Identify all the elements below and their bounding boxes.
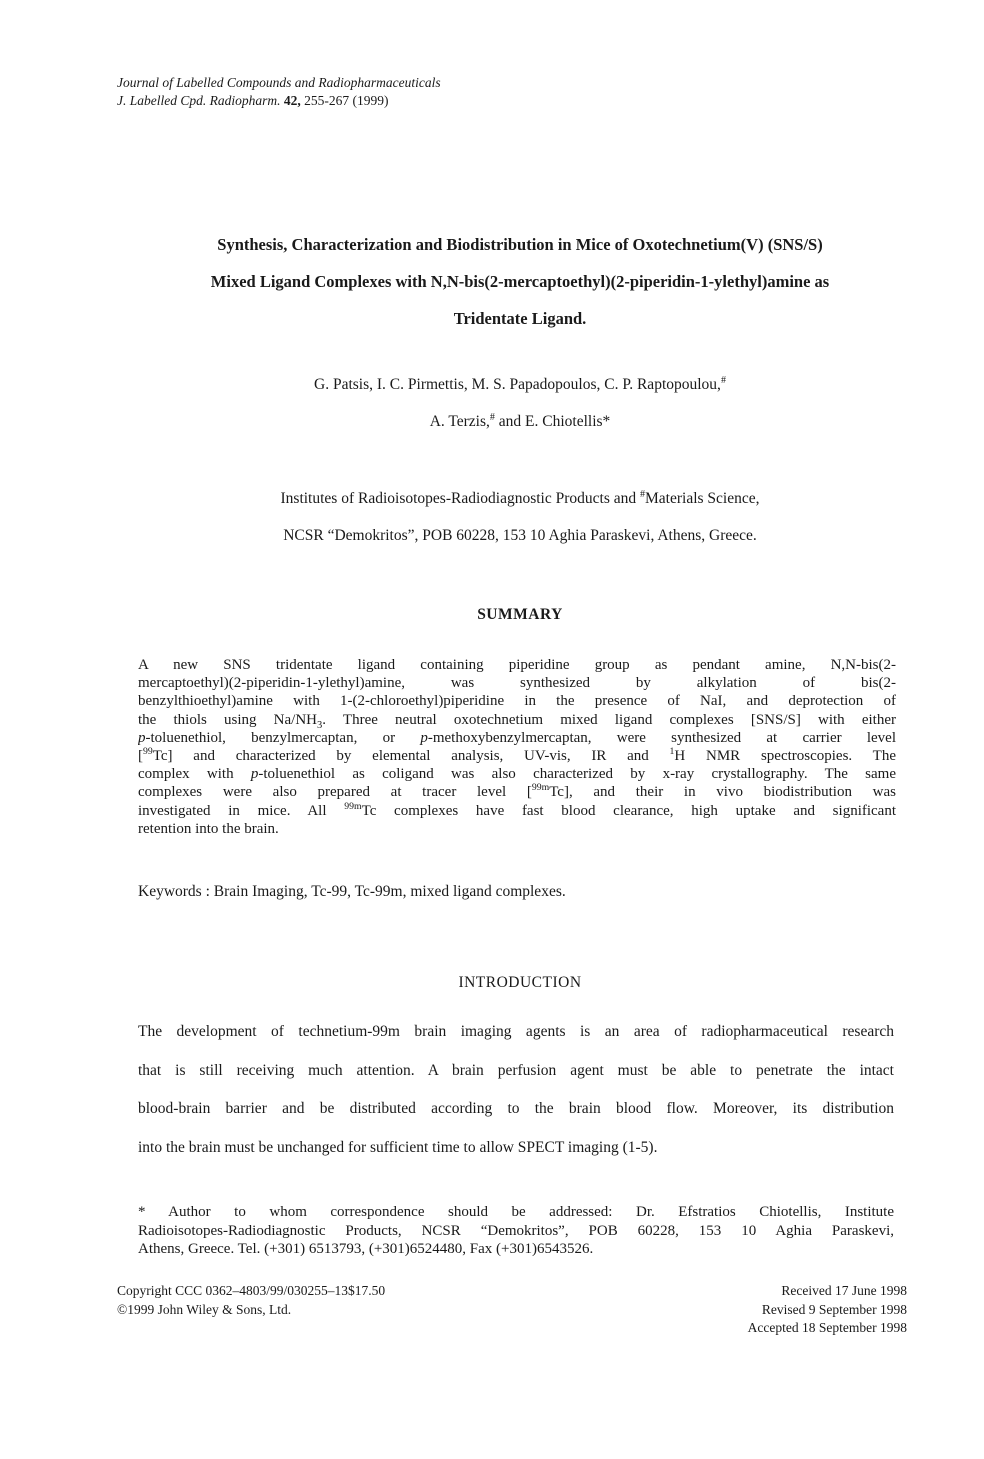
citation-volume: 42, — [283, 93, 301, 108]
footnote-line: Athens, Greece. Tel. (+301) 6513793, (+301)6524480, Fax (+301)6543526. — [138, 1241, 594, 1257]
accepted-date: Accepted 18 September 1998 — [747, 1320, 907, 1335]
summary-line — [138, 783, 896, 801]
summary-line — [138, 802, 896, 820]
summary-text: -toluenethiol as coligand was also characterized by x-ray crystallography. The same — [258, 766, 896, 783]
manuscript-dates — [748, 1282, 907, 1338]
summary-text: the thiols using Na/NH — [138, 711, 318, 728]
affiliation — [120, 480, 920, 554]
summary-text: H NMR spectroscopies. The — [674, 748, 896, 765]
author-line-1 — [120, 366, 920, 403]
summary-line: retention into the brain. — [138, 820, 279, 837]
summary-line: benzylthioethyl)amine with 1-(2-chloroethyl)piperidine in the presence of NaI, and deprotection of — [138, 693, 896, 710]
title-line-2: Mixed Ligand Complexes with N,N-bis(2-mercaptoethyl)(2-piperidin-1-ylethyl)amine as — [210, 272, 830, 291]
keywords: Keywords : Brain Imaging, Tc-99, Tc-99m, mixed ligand complexes. — [138, 883, 566, 900]
affiliation-line-2: NCSR “Demokritos”, POB 60228, 153 10 Aghia Paraskevi, Athens, Greece. — [283, 527, 757, 544]
italic-p: p — [138, 729, 146, 746]
affiliation-mark: # — [489, 411, 495, 423]
footnote-line: * Author to whom correspondence should be addressed: Dr. Efstratios Chiotellis, Institute — [138, 1204, 894, 1220]
affiliation-line-1 — [120, 480, 920, 517]
copyright-line: Copyright CCC 0362–4803/99/030255–13$17.50 — [117, 1283, 386, 1298]
author-names: and E. Chiotellis* — [494, 413, 611, 430]
summary-text: -methoxybenzylmercaptan, were synthesized at carrier level — [427, 729, 896, 746]
intro-line: into the brain must be unchanged for sufficient time to allow SPECT imaging (1-5). — [138, 1138, 658, 1156]
summary-text: investigated in mice. All — [138, 802, 345, 819]
journal-name: Journal of Labelled Compounds and Radiopharmaceuticals — [117, 75, 441, 90]
footnote-line: Radioisotopes-Radiodiagnostic Products, NCSR “Demokritos”, POB 60228, 153 10 Aghia Paraskevi, — [138, 1222, 894, 1239]
summary-line: A new SNS tridentate ligand containing piperidine group as pendant amine, N,N-bis(2- — [138, 657, 896, 673]
title-line-3: Tridentate Ligand. — [453, 309, 587, 328]
summary-line — [138, 729, 896, 747]
journal-citation — [117, 92, 441, 110]
citation-pages: 255-267 (1999) — [304, 93, 389, 108]
summary-text: . Three neutral oxotechnetium mixed ligand complexes [SNS/S] with either — [322, 711, 896, 728]
summary-line — [138, 747, 896, 765]
author-names: A. Terzis, — [429, 413, 490, 430]
journal-header — [117, 74, 441, 110]
subscript: 3 — [317, 719, 323, 729]
citation-abbrev: J. Labelled Cpd. Radiopharm. — [117, 93, 281, 108]
italic-p: p — [420, 729, 428, 746]
superscript: 99m — [531, 783, 550, 794]
author-names: G. Patsis, I. C. Pirmettis, M. S. Papadopoulos, C. P. Raptopoulou, — [314, 376, 721, 393]
summary-text: complex with — [138, 766, 251, 783]
superscript: 1 — [669, 747, 675, 758]
correspondence-footnote — [138, 1203, 894, 1259]
affiliation-mark: # — [639, 488, 646, 500]
intro-line: that is still receiving much attention. A brain perfusion agent must be able to penetrate the intact — [138, 1061, 894, 1079]
affiliation-mark: # — [720, 374, 726, 386]
summary-heading: SUMMARY — [477, 606, 563, 623]
introduction-paragraph — [138, 1013, 894, 1167]
summary-text: complexes were also prepared at tracer level [ — [138, 784, 532, 801]
summary-text: -toluenethiol, benzylmercaptan, or — [145, 729, 421, 746]
affiliation-text: Materials Science, — [645, 490, 760, 507]
introduction-heading: INTRODUCTION — [458, 974, 582, 991]
superscript: 99 — [143, 747, 153, 758]
intro-line: The development of technetium-99m brain imaging agents is an area of radiopharmaceutical research — [138, 1023, 894, 1040]
received-date: Received 17 June 1998 — [781, 1283, 907, 1298]
copyright-publisher: ©1999 John Wiley & Sons, Ltd. — [117, 1301, 292, 1317]
author-line-2 — [120, 403, 920, 440]
summary-paragraph — [138, 656, 896, 838]
paper-title — [120, 226, 920, 337]
summary-text: Tc complexes have fast blood clearance, high uptake and significant — [361, 802, 896, 819]
intro-line: blood-brain barrier and be distributed according to the brain blood flow. Moreover, its distribution — [138, 1100, 894, 1117]
affiliation-text: Institutes of Radioisotopes-Radiodiagnostic Products and — [280, 490, 640, 507]
author-list — [120, 366, 920, 440]
superscript: 99m — [344, 801, 362, 812]
italic-p: p — [250, 766, 259, 783]
summary-text: [ — [138, 748, 143, 765]
summary-line — [138, 711, 896, 729]
summary-text: Tc], and their in vivo biodistribution was — [549, 784, 896, 801]
title-line-1: Synthesis, Characterization and Biodistribution in Mice of Oxotechnetium(V) (SNS/S) — [217, 235, 823, 254]
summary-line — [138, 765, 896, 783]
summary-text: Tc] and characterized by elemental analysis, UV-vis, IR and — [152, 748, 670, 765]
summary-line: mercaptoethyl)(2-piperidin-1-ylethyl)amine, was synthesized by alkylation of bis(2- — [138, 675, 896, 692]
revised-date: Revised 9 September 1998 — [761, 1301, 907, 1317]
copyright-block — [117, 1282, 385, 1319]
